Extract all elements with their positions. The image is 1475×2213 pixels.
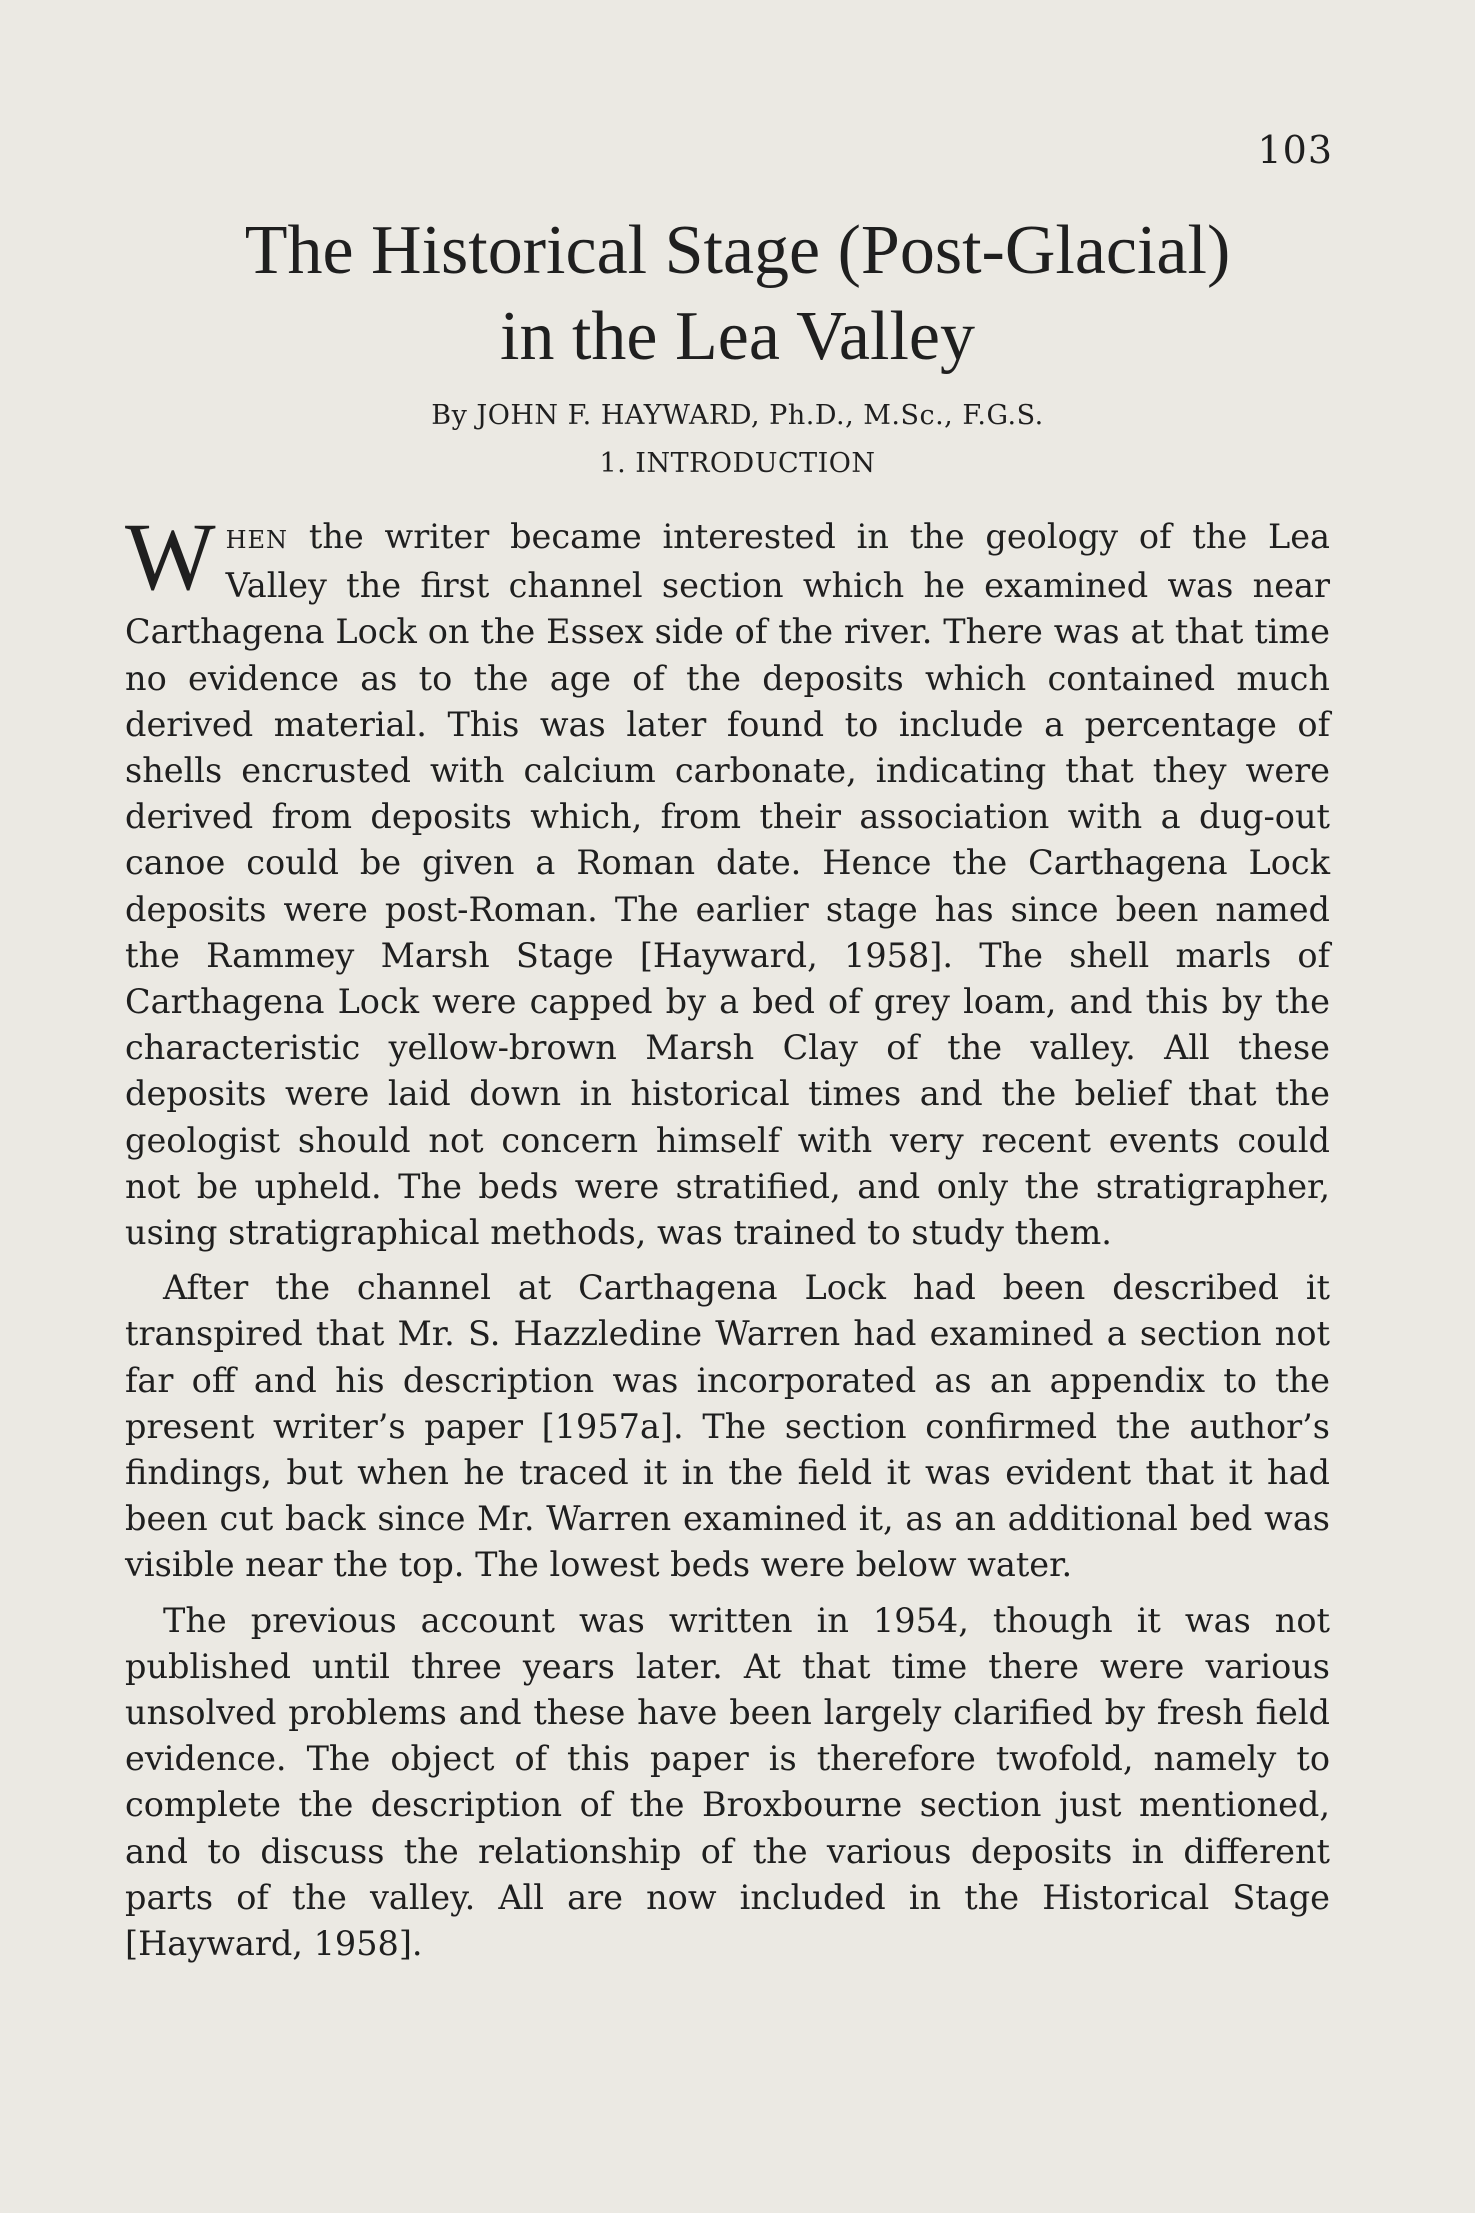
article-title xyxy=(140,208,1335,380)
small-caps-lead: HEN xyxy=(225,526,289,554)
page-number: 103 xyxy=(1257,128,1333,172)
article-body xyxy=(125,503,1330,1967)
paragraph-2: After the channel at Carthagena Lock had been described it transpired that Mr. S. Hazzledine Warren had examined a section not far off and his description was incorporated as an appendix to the present writer’s paper [1957a]. The section confirmed the author’s findings, but when he traced it in the field it was evident that it had been cut back since Mr. Warren examined it, as an additional bed was visible near the top. The lowest beds were below water. xyxy=(125,1268,1330,1585)
title-line-1: The Historical Stage (Post-Glacial) xyxy=(244,212,1231,289)
drop-cap: W xyxy=(125,503,216,610)
title-line-2: in the Lea Valley xyxy=(500,298,975,375)
paragraph-3: The previous account was written in 1954, though it was not published until three years later. At that time there were various unsolved problems and these have been largely clarified by fresh field evidence. The object of this paper is therefore twofold, namely to complete the description of the Broxbourne section just mentioned, and to discuss the relationship of the various deposits in different parts of the valley. All are now included in the Historical Stage [Hayward, 1958]. xyxy=(125,1600,1330,1964)
section-heading: 1. INTRODUCTION xyxy=(599,448,876,479)
author-byline: By JOHN F. HAYWARD, Ph.D., M.Sc., F.G.S. xyxy=(431,400,1044,431)
paragraph-1 xyxy=(125,503,1330,1256)
paragraph-1-text: the writer became interested in the geology of the Lea Valley the first channel section which he examined was near Carthagena Lock on the Essex side of the river. There was at that time no evidence as to the age of the deposits which contained much derived material. This was later found to include a percentage of shells encrusted with calcium carbonate, indicating that they were derived from deposits which, from their association with a dug-out canoe could be given a Roman date. Hence the Carthagena Lock deposits were post-Roman. The earlier stage has since been named the Rammey Marsh Stage [Hayward, 1958]. The shell marls of Carthagena Lock were capped by a bed of grey loam, and this by the characteristic yellow-brown Marsh Clay of the valley. All these deposits were laid down in historical times and the belief that the geologist should not concern himself with very recent events could not be upheld. The beds were stratified, and only the stratigrapher, using stratigraphical methods, was trained to study them. xyxy=(125,517,1330,1253)
